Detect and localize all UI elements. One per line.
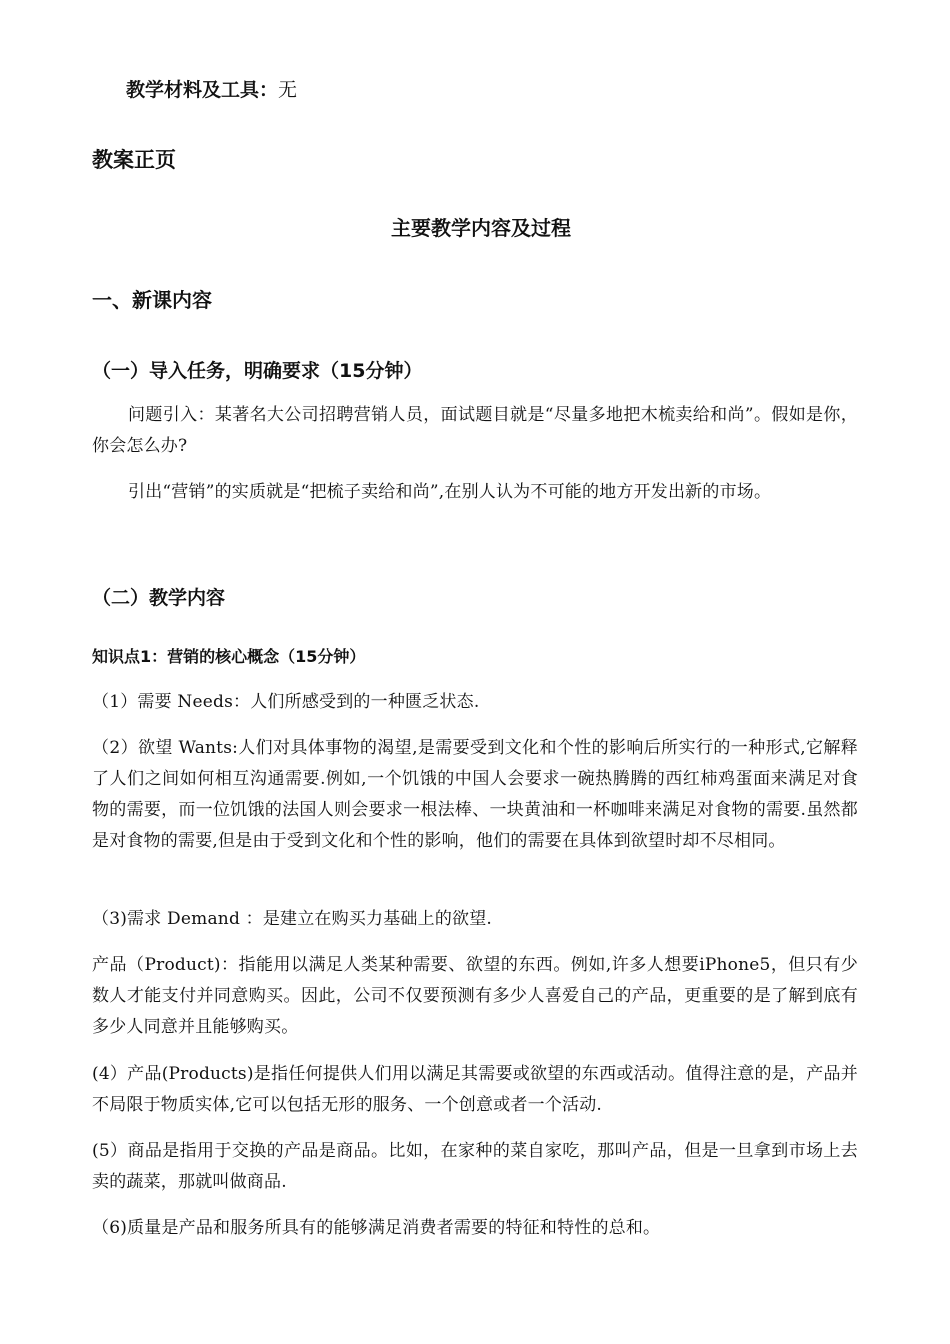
list-item-needs: （1）需要 Needs：人们所感受到的一种匮乏状态. [92, 692, 480, 712]
materials-value: 无 [278, 79, 298, 101]
knowledge-point-heading: 知识点1：营销的核心概念（15分钟） [92, 647, 366, 666]
subsection-heading-teaching-content: （二）教学内容 [92, 587, 226, 609]
list-item-quality: （6)质量是产品和服务所具有的能够满足消费者需要的特征和特性的总和。 [92, 1218, 661, 1238]
paragraph-question-intro: 问题引入：某著名大公司招聘营销人员，面试题目就是“尽量多地把木梳卖给和尚”。假如是你，你会怎么办? [92, 405, 858, 456]
materials-line [126, 76, 297, 104]
lesson-heading: 教案正页 [92, 148, 176, 172]
subsection-heading-intro-task: （一）导入任务，明确要求（15分钟） [92, 360, 423, 382]
paragraph-product-definition: 产品（Product)：指能用以满足人类某种需要、欲望的东西。例如,许多人想要iPhone5，但只有少数人才能支付并同意购买。因此，公司不仅要预测有多少人喜爱自己的产品，更重要的是了解到底有多少人同意并且能够购买。 [92, 955, 858, 1037]
section-heading-new-content: 一、新课内容 [92, 288, 212, 312]
page-title: 主要教学内容及过程 [391, 216, 571, 240]
list-item-demand: （3)需求 Demand ：是建立在购买力基础上的欲望. [92, 909, 493, 929]
list-item-commodity: (5）商品是指用于交换的产品是商品。比如，在家种的菜自家吃，那叫产品，但是一旦拿到市场上去卖的蔬菜，那就叫做商品. [92, 1141, 858, 1192]
materials-label: 教学材料及工具： [126, 79, 279, 101]
paragraph-marketing-essence: 引出“营销”的实质就是“把梳子卖给和尚”,在别人认为不可能的地方开发出新的市场。 [128, 482, 772, 502]
list-item-products: (4）产品(Products)是指任何提供人们用以满足其需要或欲望的东西或活动。值得注意的是，产品并不局限于物质实体,它可以包括无形的服务、一个创意或者一个活动. [92, 1064, 858, 1115]
list-item-wants: （2）欲望 Wants:人们对具体事物的渴望,是需要受到文化和个性的影响后所实行的一种形式,它解释了人们之间如何相互沟通需要.例如,一个饥饿的中国人会要求一碗热腾腾的西红柿鸡蛋面来满足对食物的需要，而一位饥饿的法国人则会要求一根法棒、一块黄油和一杯咖啡来满足对食物的需要.虽然都是对食物的需要,但是由于受到文化和个性的影响，他们的需要在具体到欲望时却不尽相同。 [92, 738, 858, 851]
